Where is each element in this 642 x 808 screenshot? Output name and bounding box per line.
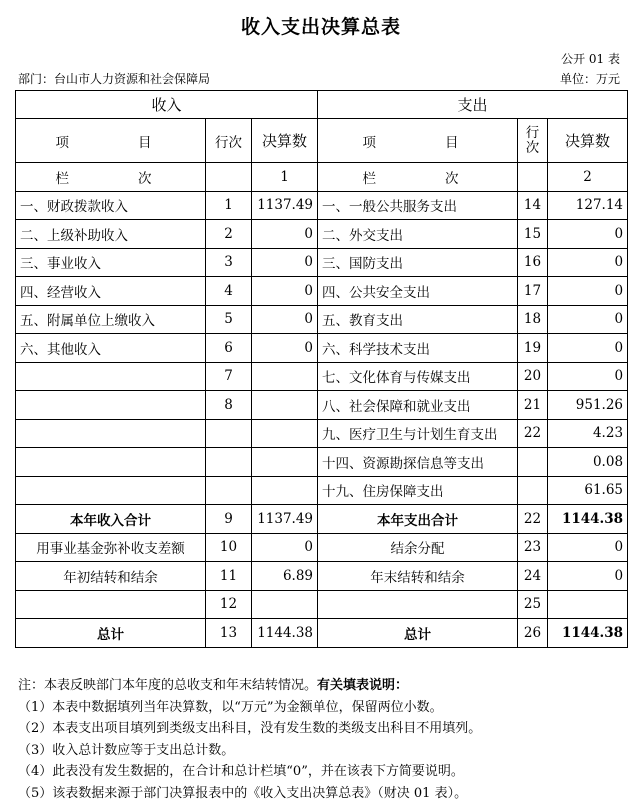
year-income-total-no: 9: [206, 505, 252, 534]
income-value-cell: 0: [252, 305, 318, 334]
blank-income-value: [252, 590, 318, 619]
income-rowno-cell: 1: [206, 191, 252, 220]
page-title: 收入支出决算总表: [240, 16, 401, 38]
income-item-cell: 四、经营收入: [16, 277, 206, 306]
expense-value-cell: 61.65: [548, 476, 628, 505]
income-value-cell: 0: [252, 220, 318, 249]
surplus-label: 结余分配: [318, 533, 518, 562]
expense-column-label: 栏 次: [318, 163, 518, 192]
income-column-number: 1: [252, 163, 318, 192]
income-item-cell: [16, 476, 206, 505]
expense-rowno-cell: 21: [518, 391, 548, 420]
expense-item-cell: 五、教育支出: [318, 305, 518, 334]
carryover-row: [16, 562, 628, 591]
income-value-cell: [252, 391, 318, 420]
expense-rowno-cell: 18: [518, 305, 548, 334]
table-row: [16, 419, 628, 448]
end-carryover-label: 年末结转和结余: [318, 562, 518, 591]
column-header-row: [16, 119, 628, 163]
income-item-cell: [16, 362, 206, 391]
income-value-cell: [252, 362, 318, 391]
blank-expense-item: [318, 590, 518, 619]
expense-value-cell: 0: [548, 305, 628, 334]
section-header-row: [16, 91, 628, 119]
expense-rowno-cell: 16: [518, 248, 548, 277]
income-value-cell: 0: [252, 277, 318, 306]
income-item-cell: [16, 419, 206, 448]
notes-lead-text: 注：本表反映部门本年度的总收支和年末结转情况。: [18, 678, 318, 693]
blank-income-item: [16, 590, 206, 619]
expense-header: 支出: [318, 91, 628, 119]
income-value-cell: [252, 419, 318, 448]
note-item: （4）此表没有发生数据的，在合计和总计栏填“0”，并在该表下方简要说明。: [18, 764, 464, 779]
expense-value-cell: 127.14: [548, 191, 628, 220]
table-row: [16, 191, 628, 220]
income-rowno-cell: [206, 448, 252, 477]
expense-item-cell: 六、科学技术支出: [318, 334, 518, 363]
begin-carryover-value: 6.89: [252, 562, 318, 591]
income-item-cell: 一、财政拨款收入: [16, 191, 206, 220]
grand-total-row: [16, 619, 628, 648]
end-carryover-value: 0: [548, 562, 628, 591]
expense-rowno-cell: 19: [518, 334, 548, 363]
notes-section: [18, 675, 481, 804]
income-value-cell: 0: [252, 334, 318, 363]
income-item-header: 项 目: [16, 119, 206, 163]
expense-item-cell: 十九、住房保障支出: [318, 476, 518, 505]
table-row: [16, 476, 628, 505]
expense-rowno-cell: [518, 448, 548, 477]
fund-value: 0: [252, 533, 318, 562]
year-total-row: [16, 505, 628, 534]
income-rowno-cell: 4: [206, 277, 252, 306]
income-column-label: 栏 次: [16, 163, 206, 192]
expense-value-cell: 0: [548, 220, 628, 249]
income-value-cell: 0: [252, 248, 318, 277]
note-item: （5）该表数据来源于部门决算报表中的《收入支出决算总表》（财决 01 表）。: [18, 785, 468, 801]
expense-value-cell: 0.08: [548, 448, 628, 477]
fund-no: 10: [206, 533, 252, 562]
grand-expense-value: 1144.38: [548, 619, 628, 648]
expense-rowno-cell: 20: [518, 362, 548, 391]
column-number-row: [16, 163, 628, 192]
income-item-cell: 三、事业收入: [16, 248, 206, 277]
table-row: [16, 362, 628, 391]
expense-amount-header: 决算数: [548, 119, 628, 163]
expense-item-cell: 三、国防支出: [318, 248, 518, 277]
expense-item-cell: 四、公共安全支出: [318, 277, 518, 306]
grand-income-value: 1144.38: [252, 619, 318, 648]
expense-rowno-header: 行 次: [518, 119, 548, 163]
grand-expense-no: 26: [518, 619, 548, 648]
surplus-value: 0: [548, 533, 628, 562]
fund-row: [16, 533, 628, 562]
note-item: （1）本表中数据填列当年决算数，以“万元”为金额单位，保留两位小数。: [18, 699, 443, 715]
grand-income-label: 总计: [16, 619, 206, 648]
notes-list: [18, 697, 481, 805]
expense-rowno-cell: 14: [518, 191, 548, 220]
expense-rowno-cell: 22: [518, 419, 548, 448]
income-rowno-cell: 8: [206, 391, 252, 420]
blank-income-no: 12: [206, 590, 252, 619]
income-item-cell: [16, 448, 206, 477]
table-row: [16, 277, 628, 306]
expense-value-cell: 951.26: [548, 391, 628, 420]
expense-value-cell: 0: [548, 362, 628, 391]
blank-total-row: [16, 590, 628, 619]
end-carryover-no: 24: [518, 562, 548, 591]
expense-item-header: 项 目: [318, 119, 518, 163]
expense-rowno-cell: [518, 476, 548, 505]
income-column-blank: [206, 163, 252, 192]
income-item-cell: 五、附属单位上缴收入: [16, 305, 206, 334]
expense-value-cell: 0: [548, 334, 628, 363]
income-value-cell: [252, 476, 318, 505]
fund-label: 用事业基金弥补收支差额: [16, 533, 206, 562]
year-income-total-label: 本年收入合计: [16, 505, 206, 534]
form-code: 公开 01 表: [561, 52, 620, 66]
income-rowno-cell: 2: [206, 220, 252, 249]
begin-carryover-label: 年初结转和结余: [16, 562, 206, 591]
expense-value-cell: 4.23: [548, 419, 628, 448]
income-rowno-cell: 3: [206, 248, 252, 277]
income-value-cell: [252, 448, 318, 477]
expense-item-cell: 八、社会保障和就业支出: [318, 391, 518, 420]
expense-rowno-cell: 15: [518, 220, 548, 249]
income-rowno-cell: [206, 419, 252, 448]
expense-column-blank: [518, 163, 548, 192]
begin-carryover-no: 11: [206, 562, 252, 591]
income-rowno-header: 行次: [206, 119, 252, 163]
year-expense-total-value: 1144.38: [548, 505, 628, 534]
expense-item-cell: 十四、资源勘探信息等支出: [318, 448, 518, 477]
income-rowno-cell: [206, 476, 252, 505]
table-row: [16, 305, 628, 334]
table-row: [16, 391, 628, 420]
expense-item-cell: 七、文化体育与传媒支出: [318, 362, 518, 391]
expense-rowno-cell: 17: [518, 277, 548, 306]
blank-expense-no: 25: [518, 590, 548, 619]
table-row: [16, 248, 628, 277]
department-label: 部门：台山市人力资源和社会保障局: [18, 72, 211, 86]
unit-label: 单位：万元: [559, 72, 620, 86]
note-item: （3）收入总计数应等于支出总计数。: [18, 742, 235, 758]
income-rowno-cell: 7: [206, 362, 252, 391]
blank-expense-value: [548, 590, 628, 619]
expense-item-cell: 一、一般公共服务支出: [318, 191, 518, 220]
notes-lead: [18, 675, 481, 697]
surplus-no: 23: [518, 533, 548, 562]
income-item-cell: [16, 391, 206, 420]
expense-item-cell: 二、外交支出: [318, 220, 518, 249]
income-item-cell: 二、上级补助收入: [16, 220, 206, 249]
grand-income-no: 13: [206, 619, 252, 648]
grand-expense-label: 总计: [318, 619, 518, 648]
income-amount-header: 决算数: [252, 119, 318, 163]
table-row: [16, 448, 628, 477]
income-item-cell: 六、其他收入: [16, 334, 206, 363]
income-rowno-cell: 5: [206, 305, 252, 334]
table-row: [16, 220, 628, 249]
income-value-cell: 1137.49: [252, 191, 318, 220]
note-item: （2）本表支出项目填列到类级支出科目，没有发生数的类级支出科目不用填列。: [18, 721, 482, 736]
expense-column-number: 2: [548, 163, 628, 192]
expense-value-cell: 0: [548, 248, 628, 277]
income-rowno-cell: 6: [206, 334, 252, 363]
income-expense-table: [15, 90, 628, 648]
year-income-total-value: 1137.49: [252, 505, 318, 534]
year-expense-total-label: 本年支出合计: [318, 505, 518, 534]
expense-value-cell: 0: [548, 277, 628, 306]
expense-item-cell: 九、医疗卫生与计划生育支出: [318, 419, 518, 448]
notes-lead-bold: 有关填表说明：: [317, 678, 409, 693]
table-row: [16, 334, 628, 363]
year-expense-total-no: 22: [518, 505, 548, 534]
income-header: 收入: [16, 91, 318, 119]
